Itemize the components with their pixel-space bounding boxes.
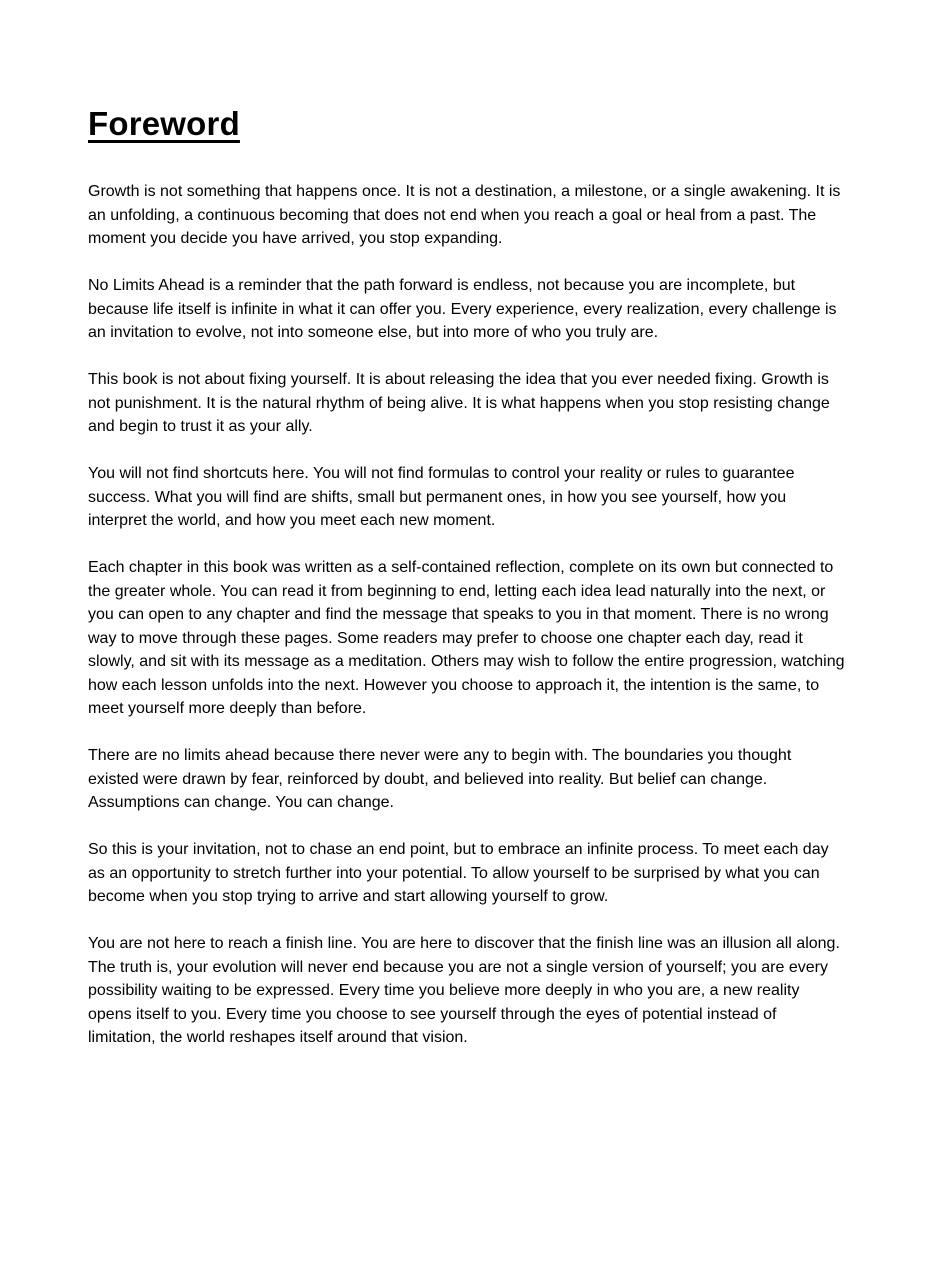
paragraph-finish-line: You are not here to reach a finish line. You are here to discover that the finish line was an illusion all along. The truth is, your evolution will never end because you are not a single version of yourself; you are every possibility waiting to be expressed. Every time you believe more deeply in who you are, a new reality opens itself to you. Every time you choose to see yourself through the eyes of potential instead of limitation, the world reshapes itself around that vision. — [88, 935, 840, 1046]
paragraph-growth-once: Growth is not something that happens once. It is not a destination, a milestone, or a single awakening. It is an unfolding, a continuous becoming that does not end when you reach a goal or heal from a past. The moment you decide you have arrived, you stop expanding. — [88, 183, 841, 247]
page-title: Foreword — [88, 105, 240, 142]
paragraph-no-shortcuts: You will not find shortcuts here. You will not find formulas to control your reality or rules to guarantee success. What you will find are shifts, small but permanent ones, in how you see yourself, how you interpret the world, and how you meet each new moment. — [88, 465, 795, 529]
paragraph-no-limits-ahead: No Limits Ahead is a reminder that the path forward is endless, not because you are incomplete, but because life itself is infinite in what it can offer you. Every experience, every realization, every challenge is an invitation to evolve, not into someone else, but into more of who you truly are. — [88, 277, 837, 341]
paragraph-each-chapter: Each chapter in this book was written as a self-contained reflection, complete on its own but connected to the greater whole. You can read it from beginning to end, letting each idea lead naturally into the next, or you can open to any chapter and find the message that speaks to you in that moment. There is no wrong way to move through these pages. Some readers may prefer to choose one chapter each day, read it slowly, and sit with its message as a meditation. Others may wish to follow the entire progression, watching how each lesson unfolds into the next. However you choose to approach it, the intention is the same, to meet yourself more deeply than before. — [88, 559, 845, 717]
paragraph-no-limits-boundaries: There are no limits ahead because there never were any to begin with. The boundaries you thought existed were drawn by fear, reinforced by doubt, and believed into reality. But belief can change. Assumptions can change. You can change. — [88, 747, 792, 811]
paragraph-not-fixing: This book is not about fixing yourself. It is about releasing the idea that you ever needed fixing. Growth is not punishment. It is the natural rhythm of being alive. It is what happens when you stop resisting change and begin to trust it as your ally. — [88, 371, 830, 435]
paragraph-invitation: So this is your invitation, not to chase an end point, but to embrace an infinite process. To meet each day as an opportunity to stretch further into your potential. To allow yourself to be surprised by what you can become when you stop trying to arrive and start allowing yourself to grow. — [88, 841, 829, 905]
